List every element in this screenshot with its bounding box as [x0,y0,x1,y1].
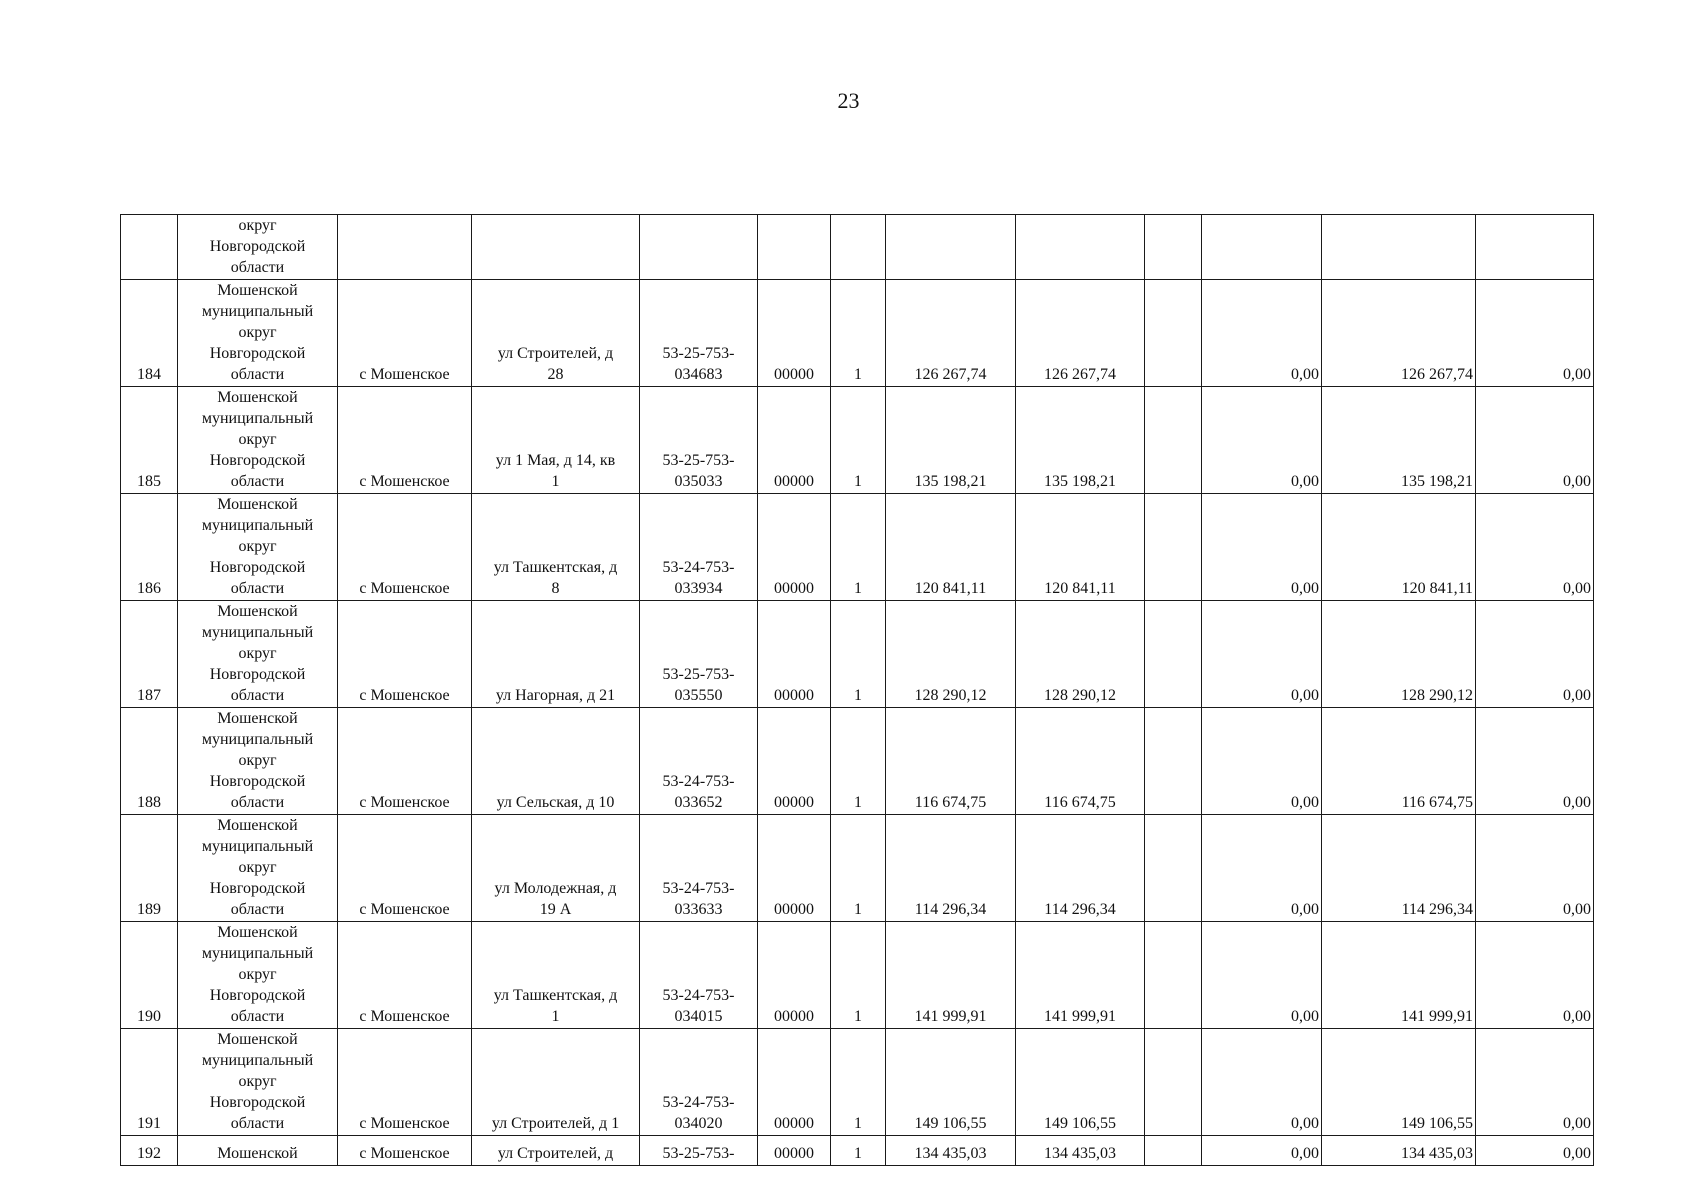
cell-amount-last: 0,00 [1476,387,1594,494]
municipality-line: муниципальный [201,1052,314,1069]
cell-cadastral [640,215,758,280]
cell-count: 1 [831,494,886,601]
cell-amount-total: 126 267,74 [886,280,1016,387]
municipality-line: округ [238,431,277,448]
cell-num: 188 [121,708,178,815]
municipality-line: округ [238,645,277,662]
cadastral-line: 53-24-753- [662,1094,735,1111]
table-row [121,922,1594,1029]
municipality-line: Новгородской [209,666,306,683]
municipality-line: области [230,366,285,383]
cell-code: 00000 [758,922,831,1029]
cell-address [472,708,640,815]
municipality-line: области [230,1115,285,1132]
municipality-line: Мошенской [217,1031,298,1048]
municipality-line: области [230,687,285,704]
cell-address [472,601,640,708]
cell-address [472,1029,640,1136]
table-row [121,280,1594,387]
cell-blank [1145,494,1202,601]
cell-amount-zero: 0,00 [1202,1136,1322,1166]
municipality-line: области [230,473,285,490]
municipality-line: Новгородской [209,1094,306,1111]
cell-count [831,215,886,280]
address-line: ул Сельская, д 10 [496,794,615,811]
cell-blank [1145,215,1202,280]
municipality-line: Новгородской [209,987,306,1004]
cadastral-line: 53-25-753- [662,345,735,362]
cell-amount-zero: 0,00 [1202,387,1322,494]
cell-settlement: с Мошенское [338,601,472,708]
cell-amount-zero: 0,00 [1202,708,1322,815]
cell-settlement: с Мошенское [338,280,472,387]
cell-count: 1 [831,708,886,815]
municipality-line: округ [238,752,277,769]
cell-amount-total: 134 435,03 [886,1136,1016,1166]
cell-blank [1145,708,1202,815]
table-row-continuation [121,215,1594,280]
cell-amount-total: 149 106,55 [886,1029,1016,1136]
cell-amount-3: 149 106,55 [1322,1029,1476,1136]
municipality-line: Мошенской [217,924,298,941]
address-line: 1 [551,473,560,490]
cell-amount-zero: 0,00 [1202,815,1322,922]
cell-amount-last [1476,215,1594,280]
cell-amount-total: 135 198,21 [886,387,1016,494]
cell-cadastral [640,387,758,494]
cell-amount-total: 128 290,12 [886,601,1016,708]
cell-cadastral [640,601,758,708]
cell-amount-2: 149 106,55 [1016,1029,1145,1136]
cell-blank [1145,1029,1202,1136]
cadastral-line: 53-25-753- [662,452,735,469]
page-number: 23 [837,88,860,113]
cell-blank [1145,815,1202,922]
cell-amount-last: 0,00 [1476,1136,1594,1166]
cell-settlement: с Мошенское [338,922,472,1029]
cell-count: 1 [831,922,886,1029]
municipality-line: Новгородской [209,559,306,576]
table-row [121,601,1594,708]
cell-amount-2: 135 198,21 [1016,387,1145,494]
address-line: ул Строителей, д [497,345,614,362]
cell-amount-zero: 0,00 [1202,1029,1322,1136]
cell-amount-2 [1016,215,1145,280]
cell-amount-2: 120 841,11 [1016,494,1145,601]
cell-num: 184 [121,280,178,387]
table-row [121,708,1594,815]
cell-amount-zero [1202,215,1322,280]
cell-address: ул Строителей, д [472,1136,640,1166]
cell-settlement: с Мошенское [338,1029,472,1136]
cell-blank [1145,922,1202,1029]
cell-blank [1145,280,1202,387]
cell-cadastral [640,922,758,1029]
cell-settlement [338,215,472,280]
municipality-line: Мошенской [217,817,298,834]
cell-num: 186 [121,494,178,601]
cell-code: 00000 [758,708,831,815]
cadastral-line: 53-24-753- [662,773,735,790]
cadastral-line: 53-25-753- [662,666,735,683]
cell-code: 00000 [758,494,831,601]
cell-amount-zero: 0,00 [1202,922,1322,1029]
cell-count: 1 [831,387,886,494]
municipality-line: Новгородской [209,880,306,897]
municipality-line: области [230,259,285,276]
cell-num [121,215,178,280]
address-line: 1 [551,1008,560,1025]
cell-municipality [178,387,338,494]
municipality-line: муниципальный [201,303,314,320]
municipality-line: Новгородской [209,345,306,362]
municipality-line: муниципальный [201,624,314,641]
cadastral-line: 53-24-753- [662,880,735,897]
municipality-line: округ [238,538,277,555]
table-row [121,1136,1594,1166]
cell-address [472,387,640,494]
cell-address [472,922,640,1029]
cadastral-line: 034020 [674,1115,723,1132]
municipality-line: области [230,580,285,597]
cadastral-line: 035033 [674,473,723,490]
cell-settlement: с Мошенское [338,815,472,922]
cell-settlement: с Мошенское [338,1136,472,1166]
address-line: 8 [551,580,560,597]
cell-blank [1145,387,1202,494]
cadastral-line: 53-24-753- [662,987,735,1004]
registry-table [120,214,1594,1166]
table-row [121,387,1594,494]
cell-amount-last: 0,00 [1476,815,1594,922]
cell-num: 190 [121,922,178,1029]
cell-amount-3 [1322,215,1476,280]
cadastral-line: 53-24-753- [662,559,735,576]
cell-cadastral [640,1029,758,1136]
cell-municipality [178,601,338,708]
table-body [121,215,1594,1166]
cell-amount-2: 116 674,75 [1016,708,1145,815]
cell-amount-last: 0,00 [1476,494,1594,601]
cell-code: 00000 [758,1029,831,1136]
cell-code: 00000 [758,601,831,708]
table-row [121,494,1594,601]
cell-num: 187 [121,601,178,708]
cell-amount-2: 141 999,91 [1016,922,1145,1029]
municipality-line: Новгородской [209,452,306,469]
table-row [121,815,1594,922]
cell-cadastral [640,708,758,815]
cell-amount-3: 120 841,11 [1322,494,1476,601]
cell-cadastral: 53-25-753- [640,1136,758,1166]
cell-count: 1 [831,1029,886,1136]
municipality-line: Мошенской [217,496,298,513]
cell-code: 00000 [758,280,831,387]
cell-amount-total: 116 674,75 [886,708,1016,815]
cell-amount-total: 114 296,34 [886,815,1016,922]
cell-amount-last: 0,00 [1476,601,1594,708]
municipality-line: области [230,1008,285,1025]
cell-count: 1 [831,280,886,387]
cell-address [472,215,640,280]
cell-amount-2: 128 290,12 [1016,601,1145,708]
cell-code: 00000 [758,1136,831,1166]
cell-code: 00000 [758,815,831,922]
cell-amount-last: 0,00 [1476,708,1594,815]
municipality-line: области [230,794,285,811]
municipality-line: муниципальный [201,410,314,427]
municipality-line: Мошенской [217,389,298,406]
municipality-line: области [230,901,285,918]
cell-blank [1145,601,1202,708]
cell-amount-zero: 0,00 [1202,280,1322,387]
municipality-line: округ [238,859,277,876]
cell-amount-last: 0,00 [1476,922,1594,1029]
cell-amount-total: 141 999,91 [886,922,1016,1029]
cell-cadastral [640,815,758,922]
address-line: 19 А [539,901,572,918]
municipality-line: округ [238,1073,277,1090]
cell-num: 189 [121,815,178,922]
cell-municipality [178,215,338,280]
cell-cadastral [640,280,758,387]
cell-amount-zero: 0,00 [1202,601,1322,708]
address-line: ул Нагорная, д 21 [495,687,616,704]
cell-amount-3: 135 198,21 [1322,387,1476,494]
cell-municipality [178,280,338,387]
cell-settlement: с Мошенское [338,708,472,815]
cell-amount-3: 114 296,34 [1322,815,1476,922]
municipality-line: Мошенской [217,603,298,620]
address-line: ул Ташкентская, д [493,559,618,576]
cell-amount-3: 116 674,75 [1322,708,1476,815]
cell-amount-total: 120 841,11 [886,494,1016,601]
municipality-line: округ [238,966,277,983]
cell-cadastral [640,494,758,601]
cell-municipality [178,922,338,1029]
address-line: ул Строителей, д 1 [491,1115,620,1132]
cadastral-line: 035550 [674,687,723,704]
address-line: ул Ташкентская, д [493,987,618,1004]
municipality-line: Мошенской [217,710,298,727]
cell-count: 1 [831,1136,886,1166]
cadastral-line: 033934 [674,580,723,597]
cell-amount-last: 0,00 [1476,280,1594,387]
cadastral-line: 034683 [674,366,723,383]
cell-address [472,280,640,387]
municipality-line: Новгородской [209,238,306,255]
cell-settlement: с Мошенское [338,494,472,601]
cell-municipality [178,708,338,815]
cell-amount-3: 134 435,03 [1322,1136,1476,1166]
cell-amount-2: 114 296,34 [1016,815,1145,922]
cell-amount-3: 141 999,91 [1322,922,1476,1029]
cell-amount-3: 128 290,12 [1322,601,1476,708]
cadastral-line: 033633 [674,901,723,918]
cell-amount-2: 134 435,03 [1016,1136,1145,1166]
municipality-line: муниципальный [201,731,314,748]
cell-settlement: с Мошенское [338,387,472,494]
cell-amount-2: 126 267,74 [1016,280,1145,387]
cell-num: 192 [121,1136,178,1166]
cell-code: 00000 [758,387,831,494]
address-line: ул 1 Мая, д 14, кв [495,452,616,469]
municipality-line: муниципальный [201,517,314,534]
address-line: 28 [547,366,564,383]
cell-count: 1 [831,815,886,922]
address-line: ул Молодежная, д [494,880,617,897]
cell-municipality [178,815,338,922]
municipality-line: Новгородской [209,773,306,790]
municipality-line: округ [238,324,277,341]
cell-address [472,494,640,601]
cell-amount-zero: 0,00 [1202,494,1322,601]
municipality-line: Мошенской [217,282,298,299]
cell-amount-last: 0,00 [1476,1029,1594,1136]
cell-num: 191 [121,1029,178,1136]
cell-municipality: Мошенской [178,1136,338,1166]
cell-num: 185 [121,387,178,494]
cadastral-line: 033652 [674,794,723,811]
municipality-line: муниципальный [201,838,314,855]
cell-municipality [178,494,338,601]
municipality-line: округ [238,217,277,234]
cell-code [758,215,831,280]
cell-amount-3: 126 267,74 [1322,280,1476,387]
table-row [121,1029,1594,1136]
cell-amount-total [886,215,1016,280]
cell-address [472,815,640,922]
municipality-line: муниципальный [201,945,314,962]
cell-municipality [178,1029,338,1136]
cell-count: 1 [831,601,886,708]
cell-blank [1145,1136,1202,1166]
cadastral-line: 034015 [674,1008,723,1025]
